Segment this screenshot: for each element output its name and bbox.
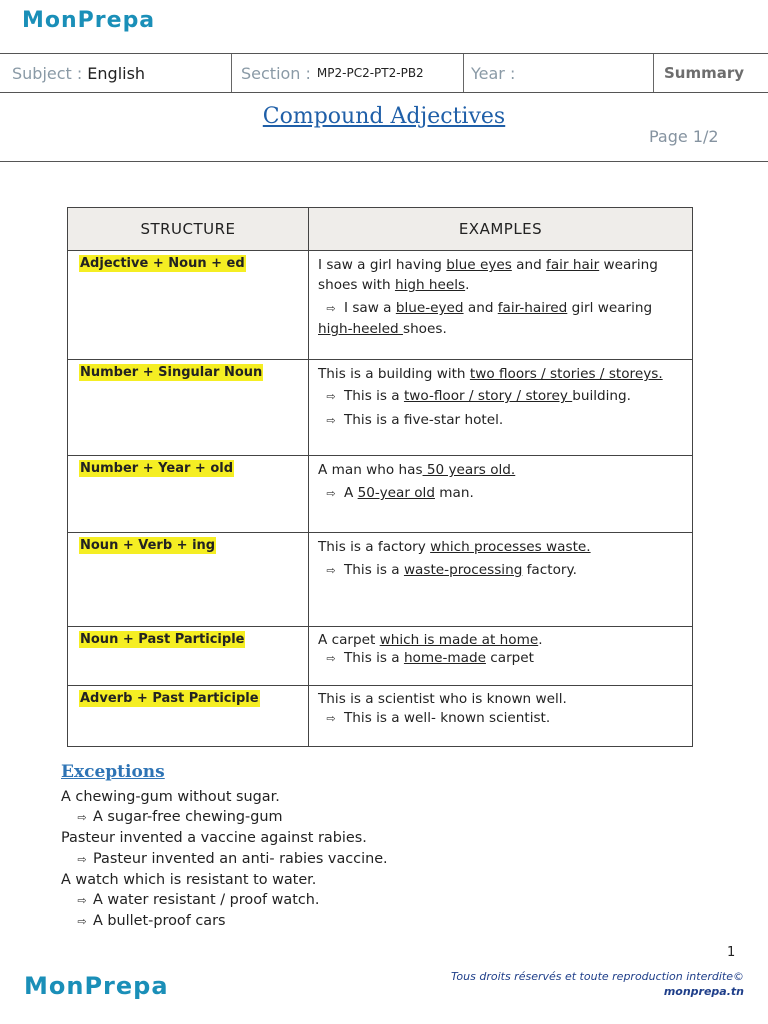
arrow-right-icon: ⇨: [326, 414, 336, 427]
summary-cell: [654, 54, 768, 92]
column-header-structure: STRUCTURE: [68, 208, 309, 251]
subject-label: Subject :: [12, 63, 83, 83]
examples-cell: [309, 360, 693, 456]
example-transformed: ⇨ This is a well- known scientist.: [318, 709, 684, 728]
example-sentence: A man who has 50 years old.: [318, 462, 516, 478]
subject-value: English: [87, 63, 146, 83]
example-transformed: ⇨ I saw a blue-eyed and fair-haired girl wearing high-heeled shoes.: [318, 300, 653, 337]
example-sentence: I saw a girl having blue eyes and fair hair wearing shoes with high heels.: [318, 257, 658, 293]
examples-cell: [309, 456, 693, 533]
structure-cell: [68, 456, 309, 533]
section-cell: [232, 54, 464, 92]
arrow-right-icon: ⇨: [326, 390, 336, 403]
footer-copyright: [451, 969, 744, 999]
arrow-right-icon: ⇨: [77, 915, 87, 929]
structure-table: [67, 207, 693, 747]
examples-cell: [309, 251, 693, 360]
monprepa-logo-footer: MonPrepa: [24, 972, 169, 1000]
examples-cell: [309, 533, 693, 627]
exceptions-heading: Exceptions: [61, 762, 165, 782]
examples-cell: [309, 686, 693, 747]
footer-site-link[interactable]: monprepa.tn: [663, 985, 744, 998]
section-label: Section :: [241, 63, 311, 83]
page-title: Compound Adjectives: [262, 104, 506, 129]
arrow-right-icon: ⇨: [77, 811, 87, 825]
year-label: Year :: [471, 63, 516, 83]
year-cell: [464, 54, 654, 92]
table-header-row: [68, 208, 693, 251]
examples-cell: [309, 627, 693, 686]
table-row: [68, 533, 693, 627]
exceptions-list: [61, 787, 388, 932]
exception-transformed: ⇨ A water resistant / proof watch.: [61, 890, 388, 911]
monprepa-logo: MonPrepa: [22, 8, 156, 33]
exception-sentence: A chewing-gum without sugar.: [61, 789, 280, 805]
exception-transformed: ⇨ A sugar-free chewing-gum: [61, 807, 388, 828]
table-row: [68, 360, 693, 456]
page-indicator: Page 1/2: [649, 127, 719, 146]
structure-cell: [68, 533, 309, 627]
arrow-right-icon: ⇨: [77, 894, 87, 908]
structure-cell: [68, 686, 309, 747]
divider: [0, 161, 768, 162]
footer-page-number: 1: [727, 945, 736, 960]
footer-rights: Tous droits réservés et toute reproduction interdite©: [451, 970, 744, 983]
arrow-right-icon: ⇨: [77, 852, 87, 866]
structure-label: Noun + Past Participle: [80, 632, 245, 647]
arrow-right-icon: ⇨: [326, 302, 336, 315]
example-transformed: ⇨ This is a five-star hotel.: [318, 410, 684, 431]
section-value: MP2-PC2-PT2-PB2: [316, 66, 424, 80]
structure-label: Noun + Verb + ing: [80, 538, 216, 553]
structure-label: Number + Year + old: [80, 461, 234, 476]
table-row: [68, 456, 693, 533]
summary-label: Summary: [664, 64, 745, 82]
table-row: [68, 686, 693, 747]
exception-sentence: Pasteur invented a vaccine against rabies.: [61, 830, 367, 847]
arrow-right-icon: ⇨: [326, 712, 336, 725]
structure-cell: [68, 251, 309, 360]
structure-cell: [68, 627, 309, 686]
subject-cell: [0, 54, 232, 92]
exception-sentence: A watch which is resistant to water.: [61, 871, 317, 888]
example-sentence: A carpet which is made at home.: [318, 632, 543, 648]
arrow-right-icon: ⇨: [326, 487, 336, 500]
exception-transformed: ⇨ A bullet-proof cars: [61, 911, 388, 932]
structure-label: Adjective + Noun + ed: [80, 256, 245, 271]
column-header-examples: EXAMPLES: [309, 208, 693, 251]
example-transformed: ⇨ This is a waste-processing factory.: [318, 560, 684, 581]
example-sentence: This is a scientist who is known well.: [318, 691, 567, 707]
exception-transformed: ⇨ Pasteur invented an anti- rabies vaccine.: [61, 849, 388, 870]
example-transformed: ⇨ This is a home-made carpet: [318, 649, 684, 668]
document-header: [0, 53, 768, 93]
arrow-right-icon: ⇨: [326, 652, 336, 665]
arrow-right-icon: ⇨: [326, 564, 336, 577]
structure-label: Number + Singular Noun: [80, 365, 263, 380]
structure-cell: [68, 360, 309, 456]
example-sentence: This is a building with two floors / stories / storeys.: [318, 366, 663, 382]
structure-label: Adverb + Past Participle: [80, 691, 259, 706]
example-transformed: ⇨ This is a two-floor / story / storey building.: [318, 386, 684, 407]
table-row: [68, 251, 693, 360]
table-row: [68, 627, 693, 686]
example-transformed: ⇨ A 50-year old man.: [318, 483, 684, 504]
example-sentence: This is a factory which processes waste.: [318, 539, 591, 555]
